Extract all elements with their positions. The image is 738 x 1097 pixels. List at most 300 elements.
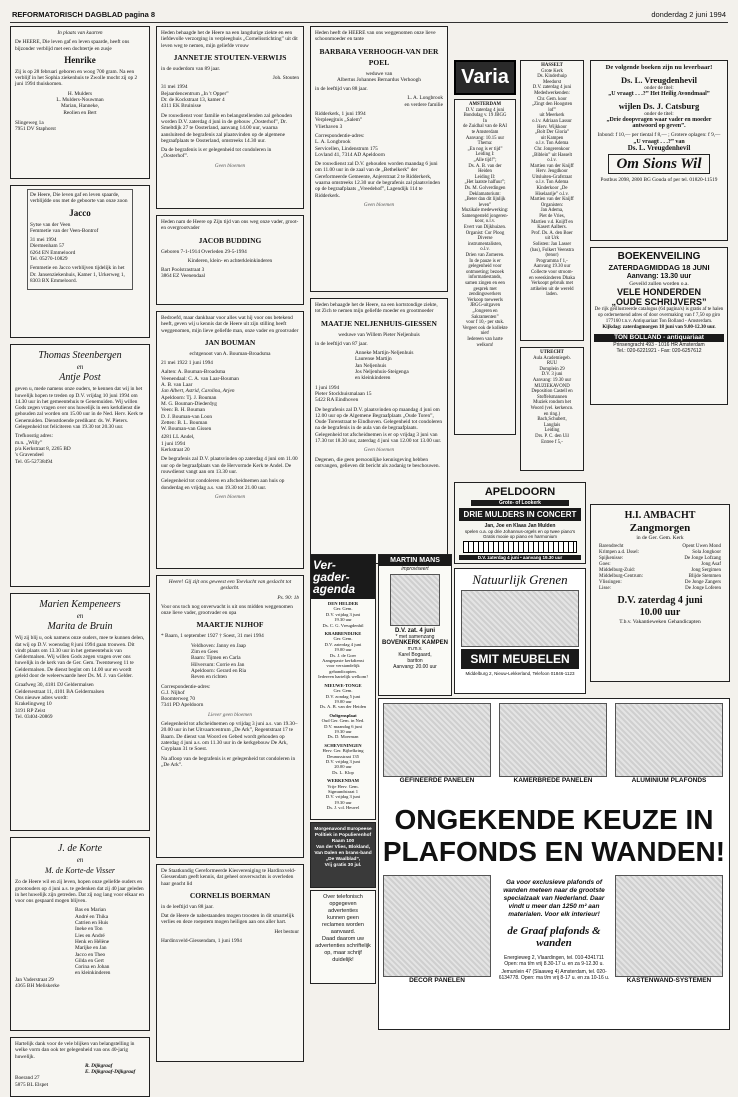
notice-text: Degenen, die geen persoonlijke kennisgeving hebben ontvangen, gelieven dit bericht als zodanig te beschouwen. [315, 456, 440, 469]
event-line: Martien van der Knijff [530, 163, 574, 169]
panel-label: ALUMINIUM PLAFONDS [631, 777, 707, 784]
family-line: Veen: B. H. Bouman [161, 407, 205, 414]
agenda-line: Ger. Gem. [333, 606, 353, 612]
ad-martin-mans [378, 554, 452, 696]
panel-label: DECOR PANELEN [409, 977, 465, 984]
life-dates: 21 mei 1922 1 juni 1994 [161, 360, 213, 367]
thanks-text: Hartelijk dank voor de vele blijken van belangstelling in welke vorm dan ook ter gelegenheid van ons 40-jarig huwelijk. [15, 1041, 135, 1060]
agenda-line: Herv. Ger. Bijbelkring [322, 748, 364, 754]
agenda-item [313, 743, 373, 775]
obituary-text: De Staatkundig Gereformeerde Kiesvereniging te Hardinxveld-Giessendam geeft kennis, dat geheel onverwachts is overleden haar geacht lid [161, 868, 296, 887]
book-title: „U vraagt . . .?” Het Heilig Avondmaal” [608, 91, 710, 98]
family-list [161, 369, 299, 432]
agenda-line: Vrije Herv. Gem. [327, 783, 359, 789]
family-line: en kleinkinderen [355, 375, 391, 382]
age-line: in de leeftijd van 88 jaar. [315, 86, 368, 93]
wedding-kempeneers [10, 593, 150, 831]
child-name: Henrike [64, 54, 96, 65]
agenda-line: Ger. Gem. [333, 636, 353, 642]
announcement-lead: In plaats van kaarten [57, 30, 103, 36]
event-line: voor f 10,- per stuk. [465, 320, 505, 326]
event-line: „En nog is er tijd” [467, 146, 503, 152]
obituary-nijhof [156, 575, 304, 858]
event-line: Ds. M. Golverdingen [464, 185, 506, 191]
ad-headline: PLAFONDS EN WANDEN! [382, 836, 726, 867]
event-line: „Alle tijd!”; [473, 157, 497, 163]
condolence-info: Gelegenheid tot condoleren en afscheidnemen aan huis op donderdag en vrijdag a.s. van 19.30 tot 21.00 uur. [161, 478, 285, 491]
agenda-item [313, 601, 373, 628]
choir-cell: Vlissingen: [599, 580, 622, 585]
author-name: Ds. L. Vreugdenhevil [620, 75, 698, 85]
book-title: „Drie doopvragen waar vader en moeder antwoord op geven”. [606, 116, 712, 130]
thanks-dijkgraaf [10, 1037, 150, 1097]
event-line: Muzikale medewerking: [461, 208, 509, 214]
event-line: Leiding [544, 428, 560, 434]
child-line: Lies en André [75, 932, 105, 939]
address: 31 mei 1994 Bejaardencentrum „In 't Opper” Dr. de Kockstraat 13, kamer 4 4311 EK Bruinisse [161, 84, 229, 110]
groom-name: Thomas Steenbergen [38, 350, 122, 361]
event-line: Grote Kerk [541, 68, 563, 74]
newspaper-page [10, 8, 728, 1088]
event-line: AMSTERDAM [469, 102, 501, 107]
event-line: Sakramenten” [471, 314, 499, 320]
event-line: Muziek rondom het [533, 400, 571, 406]
event-line: Stoffelsmannen [536, 394, 568, 400]
meeting-agenda [310, 554, 376, 820]
choir-cell: Lisse: [599, 586, 611, 591]
author-name: wijlen Ds. J. Catsburg [618, 100, 700, 111]
no-flowers: Geen bloemen [214, 493, 246, 500]
address: Jan Vaderstraat 29 4365 BH Meliskerke [15, 976, 60, 990]
obituary-bouman [156, 311, 304, 569]
choir-cell: Middelburg-Centrum: [599, 574, 644, 579]
event-line: gelegenheid voor [468, 264, 502, 270]
agenda-line: Deunusstraat 135 [326, 753, 360, 759]
notice-line: aanvaard. [330, 929, 356, 935]
agenda-line: D.V. vrijdag 3 juni [325, 611, 361, 617]
ad-line: Raam 100 [331, 839, 355, 844]
address: 4281 LL Andel, 1 juni 1994 Kerkstraat 20 [161, 434, 195, 454]
event-line: D.V. 3 juni [541, 372, 563, 378]
event-line: welkom! [476, 342, 494, 348]
obituary-boerman [156, 864, 304, 1062]
signature: Het bestuur [274, 928, 299, 935]
paper-name: REFORMATORISCH DAGBLAD pagina 8 [12, 10, 156, 19]
event-line: Aanvang: 19.30 uur [532, 377, 572, 383]
family-line: W. Bouman-van Gissen [161, 426, 212, 433]
ad-headline: DRIE MULDERS IN CONCERT [459, 508, 581, 521]
agenda-line: voor verstandelijk [326, 663, 360, 669]
family-list [355, 350, 443, 381]
event-line: Solisten: Jan Lasser [532, 242, 572, 247]
address: Trefkosstig adres: m.n. „Willy” p/a Kerkstraat 8, 2265 BD 's Gravendeel Tel. 05-52738494 [15, 433, 71, 465]
event-line: instrumentalisten, [467, 241, 503, 247]
deceased-name: BARBARA VERHOOGH-VAN DER POEL [319, 46, 439, 67]
brand-logo: de Graaf plafonds & wanden [507, 925, 601, 949]
event-line: o.l.v. Ton Adema [535, 180, 569, 186]
anniversary-korte [10, 837, 150, 1031]
event-line: Heiden [478, 169, 492, 175]
column-3 [310, 26, 448, 566]
event-line: Woord (vel. kerkenco. [530, 405, 574, 411]
family-line: Anneke Martijn-Neljenhuis [355, 350, 414, 357]
event-line: Mededwerkenden: [534, 90, 570, 96]
event-line: Organisten: [540, 202, 564, 208]
choir-cell: Blijde Stemmen [688, 574, 721, 579]
room-image [383, 703, 491, 777]
event-line: de Zuidhal van de RAI [463, 124, 507, 130]
event-line: zendingswerkers [468, 292, 502, 298]
room-image [615, 703, 723, 777]
room-image [383, 875, 491, 977]
choir-row [599, 586, 721, 592]
ad-subtitle: Grote- of Lookerk [471, 500, 569, 506]
child-line: Catrien en Huis [75, 920, 109, 927]
panel-kamerbrede [499, 703, 607, 793]
event-line: Collecte voor stroom- [530, 269, 574, 275]
agenda-line: 19.30 uur [334, 799, 352, 805]
and-text: en [76, 363, 84, 371]
agenda-item [313, 778, 373, 810]
store-name: TON BOLLAND - antiquariaat [594, 334, 724, 342]
notice-line: opgegeven [329, 901, 357, 907]
parents: Sytse van der Veen Femmetie van der Veen-Bontrof [30, 221, 99, 234]
family-line: Apeldoorn: Tj. J. Bouman [161, 394, 217, 401]
ad-line: Morgenavond Europeese [314, 827, 372, 832]
child-line: Marijke en Jan [75, 945, 107, 952]
ad-intro: Ga voor exclusieve plafonds of wanden meteen naar de grootste specialzaak van Nederland. Daar vindt u meer dan 1250 m² aan materialen. Voor elk interieur! [503, 879, 605, 918]
ad-line: Van Dalen en brans-band [314, 851, 372, 856]
event-line: en weeskinderen Dhaka [529, 275, 575, 281]
agenda-line: Ds. A. B. van der Heiden [319, 704, 367, 710]
correspondence-address: Correspondentie-adres: L. A. Longbrook Servicellen, Lindenstrum 175 Lovland 41, 7314 AD Apeldoorn [315, 132, 385, 158]
store-phone: Tel.: 020-6221921 - Fax: 020-6257612 [616, 348, 702, 355]
choir-cell: De Jonge Lofzang [684, 556, 721, 561]
notice-line: Over telefonisch [323, 894, 363, 900]
ad-time: 10.00 uur [639, 607, 681, 618]
notice-line: Daad daarom uw [322, 936, 364, 942]
address: 31 mei 1994 Diermenham 57 6264 EN Emmeloord Tel. 05270-10829 [30, 237, 76, 263]
agenda-line: KRABBENDIJKE [324, 631, 362, 637]
event-line: leven” [478, 202, 492, 208]
choir-cell: De Jonge Loferen [685, 586, 721, 591]
announcement-body: Zij is op 28 februari geboren en woog 700 gram. Na een verblijf in het Sophia ziekenhuis te Zwolle mocht zij op 2 juni 1994 thuiskomen. [15, 68, 138, 88]
condolence-info: Da de begrafenis is er gelegenheid tot condoleren in „Oosterhof”. [161, 147, 272, 160]
event-line: o.l.v. Ton Adema [535, 141, 569, 147]
ad-venue: BOVENKERK KAMPEN [381, 640, 448, 646]
age-line: in de ouderdom van 89 jaar. [161, 65, 221, 72]
agenda-line: D.V. zaterdag 4 juni [324, 641, 362, 647]
portrait-image [390, 574, 440, 626]
child-line: Jacco en Theo [75, 951, 106, 958]
family-line: Veldhoven: Janny en Jaap [191, 642, 246, 649]
event-line: D.V. zaterdag 4 juni [465, 107, 505, 113]
event-line: RUU [546, 361, 558, 367]
family-line: Kinderen, klein- en achterkleinkinderen [187, 257, 273, 264]
event-line: Aanvang 19.30 uur [533, 264, 571, 270]
event-line: Evert van Dijkhuizen. [463, 225, 507, 231]
event-line: lof” [548, 107, 556, 113]
obituary-stouten [156, 26, 304, 209]
family-line: Aalten: A. Bouman-Broadsma [161, 369, 226, 376]
agenda-line: SCHEVENINGEN [324, 742, 362, 748]
child-line: Henk en Hélène [75, 938, 110, 945]
ad-address: Energieweg 2, Vlaardingen, tel. 010-4341711 [504, 955, 604, 961]
column-2 [156, 26, 304, 1058]
funeral-info: De begrafenis zal D.V. plaatsvinden op maandag 4 juni om 12.00 uur op de Algemene Begraafplaats „Oude Toren”, Oude Torenstraat te Eindhoven. Gelegenheid tot condoleren na de begrafenis in de aula van de begraafplaats. Gelegenheid tot afscheidnemen is er op vrijdag 3 juni van 17.30 tot 18.30 uur, zaterdag 4 juni van 12.00 tot 13.00 uur. [315, 406, 443, 445]
name-line: E. Dijkgraaf-Dijkgraaf [85, 1069, 136, 1076]
announcement-jacco [10, 185, 150, 338]
address: 1 juni 1994 Pieter Stockhuismalaan 15 5422 RA Eindhoven [315, 384, 372, 404]
ad-headline: „OUDE SCHRIJVERS” [611, 297, 707, 308]
panel-aluminium [615, 703, 723, 793]
event-line: te Amsterdam [471, 129, 499, 135]
event-line: laden. [546, 292, 558, 298]
agenda-item [313, 631, 373, 680]
ad-hours: Open: ma t/m vrij 8.30-17 u. en za 9-12.30 u. [504, 961, 604, 967]
agenda-line: Ds. J. de Goer [329, 652, 357, 658]
event-line: en ring.) [543, 411, 561, 417]
address: Postbus 2098, 2800 BG Gouda of per tel. 01820-11519 [600, 177, 718, 184]
event-line: Verkoopt gebruik met [531, 281, 573, 287]
event-line: Kasert Aalbers. [537, 225, 567, 231]
ad-headline: ONGEKENDE KEUZE IN [394, 804, 714, 835]
event-line: Aula Academiegeb. [533, 355, 571, 361]
ad-smit-meubelen [454, 568, 586, 694]
ad-apeldoorn-concert [454, 482, 586, 564]
announcement-text: De HEERE, Die leven gaf en leven spaarde, heeft ons bijzonder verblijd met een dochtertje en zusje [15, 39, 130, 52]
ad-title: Natuurlijk Grenen [472, 572, 568, 587]
choir-cell: Spijkenisse: [599, 556, 624, 561]
event-line: Hiselaarije” o.l.v. [535, 191, 569, 197]
child-line: André en Thika [75, 913, 109, 920]
obituary-text: Heden behaagde het de Heere, na een kortstondige ziekte, tot Zich te nemen mijn geliefde moeder en grootmoeder [315, 302, 438, 315]
agenda-line: 19.00 uur [334, 698, 352, 704]
event-line: gesprek met [473, 286, 497, 292]
event-amsterdam [454, 99, 516, 435]
funeral-info: De begrafenis zal D.V. plaatsvinden op zaterdag 4 juni om 11.00 uur op de begraafplaats van de Hervormde Kerk te Andel. De rouwdienst vangt aan om 13.30 uur. [161, 456, 298, 475]
event-line: „Het laatste halfuur”; [464, 180, 506, 186]
agenda-line: DEN HELDER [327, 601, 359, 606]
family-line: H. Mulders [67, 90, 93, 97]
event-line: HASSELT [541, 63, 563, 68]
ad-date: D.V. zat. 4 juni [394, 628, 436, 634]
agenda-line: D.V. vrijdag 3 juni [325, 794, 361, 800]
author-name: Ds. L. Vreugdenhevil [627, 144, 691, 153]
signature: L. A. Longbrook en verdere familie [404, 95, 443, 108]
family-line: Jos Neljenhuis-Steigenga [355, 369, 409, 376]
event-line: Jan Adema, [540, 208, 564, 214]
ad-date: ZATERDAGMIDDAG 18 JUNI [608, 263, 710, 272]
agenda-line: gehandicapten. [329, 668, 357, 674]
deceased-name: JANNETJE STOUTEN-VERWIJS [173, 52, 287, 62]
no-flowers: Liever geen bloemen [207, 711, 253, 718]
deceased-name: MAATJE NELJENHUIS-GIESSEN [321, 318, 437, 328]
choir-cell: Krimpen a.d. IJssel: [599, 550, 639, 555]
announcement-note: Femmetie en Jacco verblijven tijdelijk in het Dr. Jansenziekenhuis, Kamer 1, Urkerweg 1, 8303 BX Emmeloord. [30, 265, 125, 284]
bible-ref: Ps. 90: 1b [277, 594, 299, 601]
wedding-text: geven u, mede namens onze ouders, te kennen dat wij in het huwelijk hopen te treden op D.V. vrijdag 10 juni 1994 om 14.30 uur in het gemeentehuis te Genemuiden. Wij willen Gods zegen vragen over ons huwelijk in een kerkdienst die gehouden zal worden om 15.00 uur in de Ned. Herv. Kerk te Genemuiden. Dienstdoende predikant: ds. W. Pieters. Gelegenheid tot feliciteren van 19.30 tot 20.30 uur. [15, 386, 144, 431]
address: Correspondentie-adres: G.J. Nijhof Boomterweg 70 7341 PD Apeldoorn [161, 683, 211, 709]
ad-line: Politiek in Populierenhof [314, 833, 372, 838]
ad-book-auction [590, 247, 728, 405]
life-dates: Geboren 7-1-1914 Overleden 29-5-1994 [161, 248, 247, 255]
column-5 [590, 60, 728, 490]
book-title: „U vraagt . . .?” van [633, 138, 685, 145]
piano-keys [463, 541, 577, 553]
family-line: Apeldoorn: Gerard en Ria [191, 667, 247, 674]
spouse-line: weduwe van Albertus Johannes Bernardus Verhoogh [337, 70, 421, 83]
event-line: Deposition Castell en [531, 389, 573, 395]
agenda-line: D.V. vrijdag 3 juni [325, 758, 361, 764]
wife-name: M. de Korte-de Visser [44, 866, 116, 876]
event-line: Programma f 1,- [536, 258, 568, 264]
family-line: Zim en Gees [191, 649, 219, 656]
ad-performers: Jan, Joe en Klaas Jan Mulden [484, 523, 556, 529]
family-line: Laurense Martijn [355, 356, 392, 363]
ad-line: Van der Vlies, Blokland, [315, 845, 371, 850]
paper-date: donderdag 2 juni 1994 [651, 10, 726, 19]
column-4-right [520, 60, 584, 500]
spouse-line: weduwe van Willem Pieter Neljenhuis [338, 331, 420, 338]
column-4-left [454, 60, 516, 445]
page-header [10, 8, 728, 23]
signature: Joh. Stouten [272, 75, 299, 82]
event-line: Herv. Jeugdkoor [536, 169, 568, 175]
address: Graafweg 30, 4181 DJ Geldermalsen Geldersestraat 11, 4101 BA Geldermalsen Ons nieuwe adres wordt: Krakelingweg 10 3191 RP Zeist Tel. 03404-20869 [15, 682, 105, 720]
choir-cell: Barendrecht [599, 544, 624, 549]
ad-viewing: Kijkdag: zaterdagmorgen 18 juni van 9.00-12.30 uur. [602, 325, 716, 331]
ad-title: BOEKENVEILING [617, 251, 701, 262]
choir-cell: Middelburg-Zuid: [599, 568, 636, 573]
event-line: „Bolt Der Gloria” [534, 130, 570, 136]
event-line: Leiding II: [474, 174, 496, 180]
ad-info-block [497, 879, 611, 981]
agenda-line: Iedereen hartelijk welkom! [318, 674, 368, 680]
family-line: D. J. Bouman-van Loon [161, 413, 213, 420]
obituary-neljenhuis [310, 298, 448, 564]
choir-cell: Sola Jongkoor [692, 550, 721, 555]
ad-location: in de Ger. Gem. Kerk [636, 535, 684, 541]
store-address: Prinsengracht 493 - 1016 HR Amsterdam [613, 341, 705, 348]
agenda-line: Ooltgensplaat [329, 712, 357, 718]
obituary-text: Heden nam de Heere op Zijn tijd van ons weg onze vader, groot- en overgrootvader [161, 219, 299, 232]
funeral-info: De rouwdienst voor familie en belangstellenden zal gehouden worden D.V. zaterdag 4 juni in de gebouw „Oosterhof”, Dr. Smeltdijk 27 te Oosterland, aanvang 14.00 uur, waarna aansluitend de begrafenis zal plaatsvinden op de algemene begraafplaats te Oosterland, omstreeks 14.30 uur. [161, 112, 293, 144]
ad-address: Middelburg 2, Nieuw-Lekkerland, Telefoon 01846-1123 [465, 671, 575, 676]
event-line: informatiestands, [468, 275, 502, 281]
agenda-line: 19.30 uur [334, 617, 352, 623]
ad-line: „De Waalblad”, [325, 857, 361, 862]
event-line: UTRECHT [540, 350, 564, 355]
bride-name: Antje Post [59, 372, 101, 384]
child-line: en kleinkinderen [75, 970, 111, 977]
address: Ridderkerk, 1 juni 1994 Verpleegjtuis „Salem” Vliethaven 3 [315, 111, 366, 130]
groom-name: Marien Kempeneers [39, 599, 121, 610]
event-line: Langlais [543, 422, 561, 428]
ad-title: H.I. AMBACHT [624, 510, 696, 521]
event-line: o.l.v. Adriaan Lassur [532, 118, 572, 124]
agenda-item [313, 713, 373, 740]
panel-kastenwand [615, 875, 723, 995]
funeral-info: Gelegenheid tot afscheidnemen op vrijdag 3 juni a.s. van 19.30–20.00 uur in het Uitvaartcentrum „De Ark”, Regentstraat 17 te Baarn. De dienst van Woord en Gebed wordt gehouden op zaterdag 4 juni a.s. om 11.30 uur in de kerkgebouw De Ark, Cuyplaan 31 te Soest. [161, 721, 298, 753]
announcement-henrike [10, 26, 150, 179]
family-line: Veenendaal: C. A. van Laar-Bouman [161, 375, 239, 382]
spouse-line: echtgenoot van A. Bouman-Broadsma [189, 350, 271, 357]
event-line: Piet de Vries, [539, 214, 565, 220]
funeral-info: De rouwdienst zal D.V. gehouden worden maandag 6 juni om 11.00 uur in de zaal van de „Bethelkerk” der Gereformeerde Gemeente, Anjerstraat 2 te Ridderkerk, waarna omstreeks 12.30 uur de begrafenis zal plaatsvinden op de begraafplaats „Vreedehof”, Lagendijk 114 te Ridderkerk. [315, 161, 441, 199]
event-line: Drs. P. C. den Uil [535, 433, 569, 439]
ad-info: spelen o.a. op drie Johannus-orgels en op twee piano's Gratis mooie op piano en harmonium [464, 529, 576, 539]
choir-cell: Goes: [599, 562, 611, 567]
ad-address-2: Jemunlein 47 (Slaaweg 4) Amsterdam, tel. 020-6134778. Open: ma t/m vrij 8-17 u. en za 10-16 u. [498, 969, 610, 981]
ad-details: m.m.v. Karel Bogaard, bariton Aanvang: 20.00 uur [393, 646, 437, 670]
event-line: uit Kampen [540, 135, 564, 141]
agenda-line: Aangepaste kerkdienst [322, 658, 364, 664]
no-flowers: Geen bloemen [363, 447, 395, 454]
children-list [75, 907, 145, 976]
event-line: Uitsluiten-Grafstraat [532, 174, 572, 180]
ad-subtitle: improviseert [401, 566, 429, 572]
no-flowers: Geen bloemen [363, 201, 395, 208]
price-info: Inbond: f 10,— per tiental f 8,— ; Grotere oplagen: f 9,— [597, 132, 721, 139]
obituary-budding [156, 215, 304, 305]
family-line: L. Mulders-Nouwman [56, 97, 104, 104]
ad-title: APELDOORN [484, 486, 556, 498]
event-line: In [483, 118, 487, 124]
event-line: „Zingt den Hoogsten [531, 102, 573, 108]
column-1 [10, 26, 150, 1088]
deceased-name: CORNELIS BOERMAN [189, 890, 271, 900]
agenda-line: Sigmundstraat 1 [328, 789, 358, 794]
ad-politiek [310, 822, 376, 888]
ad-subtitle: Geveild zullen worden o.a. [629, 281, 689, 287]
event-line: uit Meerkerk [539, 113, 565, 119]
ad-ambacht-zangmorgen [590, 504, 730, 682]
obituary-text: Heden behaagde het de Heere na een langdurige ziekte en een liefdevolle verzorging in verpleeghuis „Cornelisstichting” uit dit leven weg te nemen, mijn geliefde vrouw [161, 30, 298, 49]
agenda-title: Ver- gader- agenda [311, 555, 375, 599]
deceased-name: MAARTJE NIJHOF [196, 620, 264, 630]
name-line: R. Dijkgraaf [85, 1062, 113, 1069]
event-line: Thema: [477, 141, 493, 147]
ad-de-graaf-plafonds [378, 698, 730, 1030]
choir-cell: Jong Sergimen [691, 568, 721, 573]
event-line: Chr. Gem. koor [537, 96, 567, 102]
and-text: en [76, 612, 84, 620]
no-flowers: Geen bloemen [214, 162, 246, 169]
event-line: Prof. Ds. A. den Boer [531, 230, 573, 236]
family-line: A. B. van Laar [161, 382, 193, 389]
notice-line: kunnen geen [327, 915, 359, 921]
family-line: M. G. Bouman-Diederdyg [161, 400, 217, 407]
event-line: Verkoop toeweerls [467, 297, 503, 303]
ad-purpose: T.b.v. Vakantieweken Gehandicapten [619, 619, 701, 625]
ad-body: De rijk geillustreerde catalogus (64 pagina's) is gratis af te halen op ordernemend adres of door overmaking van f 7,50 op giro 177160 t.n.v. Antiquariaat Ton Bolland - Amsterdam. [594, 307, 724, 325]
event-line: In de pauze is er [469, 258, 501, 264]
agenda-line: 20.00 uur [334, 764, 352, 770]
event-line: ontmoeting; bezoek [466, 269, 504, 275]
family-line: Hilversum: Corrie en Jan [191, 661, 245, 668]
life-dates: * Baarn, 1 september 1927 † Soest, 31 mei 1994 [161, 633, 264, 640]
event-line: D.V. zaterdag 4 juni [532, 85, 572, 91]
event-line: Bondsdag v. 19 JBGG [463, 113, 507, 119]
obituary-verhoogh [310, 26, 448, 292]
condolence-info: Na afloop van de begrafenis is er gelegenheid tot condoleren in „De Ark”. [161, 755, 296, 768]
event-line: Diverse [477, 236, 493, 242]
ad-note: * met samenzang [395, 634, 435, 640]
child-line: Gilda en Gert [75, 957, 104, 964]
ad-line: Vrij gratis 30 jul. [324, 863, 362, 868]
family-list [191, 643, 299, 681]
